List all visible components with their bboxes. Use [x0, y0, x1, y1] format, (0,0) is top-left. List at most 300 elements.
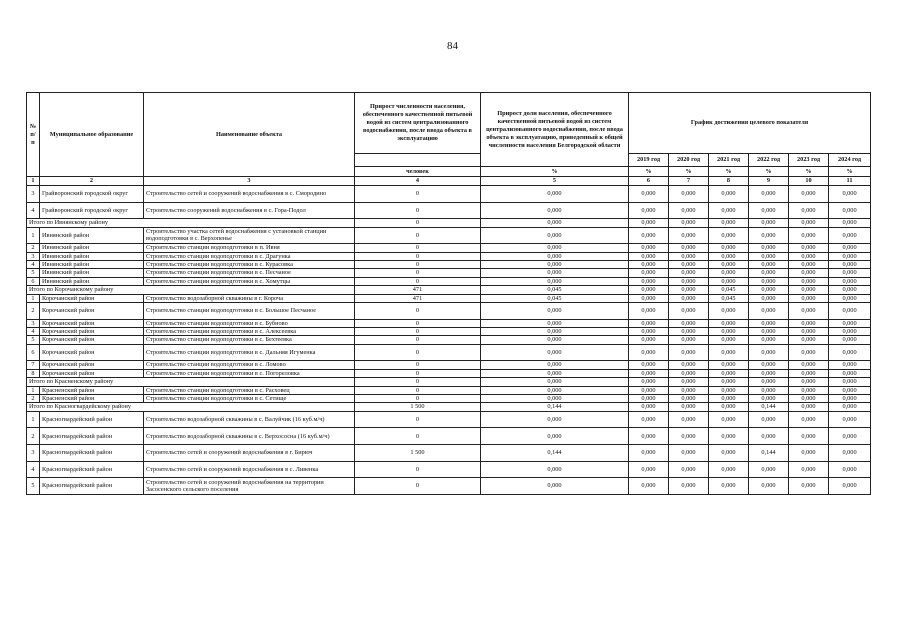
year-value-cell: 0,000 [789, 286, 829, 294]
year-value-cell: 0,000 [629, 244, 669, 252]
year-value-cell: 0,000 [829, 319, 871, 327]
object-name-cell: Строительство станции водоподготовки в с. Алексеевка [144, 328, 355, 336]
year-value-cell: 0,000 [669, 294, 709, 302]
row-number-cell: 4 [27, 202, 40, 219]
year-value-cell: 0,000 [629, 294, 669, 302]
year-value-cell: 0,000 [749, 244, 789, 252]
year-value-cell: 0,000 [789, 261, 829, 269]
year-value-cell: 0,000 [709, 428, 749, 445]
year-value-cell: 0,000 [829, 219, 871, 227]
year-value-cell: 0,000 [789, 328, 829, 336]
municipality-cell: Красногвардейский район [40, 411, 144, 428]
growth-share-cell: 0,000 [481, 386, 629, 394]
year-value-cell: 0,000 [629, 445, 669, 462]
growth-count-cell: 0 [355, 411, 481, 428]
year-value-cell: 0,000 [829, 428, 871, 445]
growth-share-cell: 0,000 [481, 461, 629, 478]
object-name-cell: Строительство водозаборной скважины в г. Короча [144, 294, 355, 302]
year-value-cell: 0,000 [629, 361, 669, 369]
row-number-cell: 1 [27, 227, 40, 244]
growth-count-cell: 0 [355, 219, 481, 227]
year-value-cell: 0,000 [669, 386, 709, 394]
year-value-cell: 0,000 [749, 286, 789, 294]
year-value-cell: 0,000 [749, 344, 789, 361]
municipality-cell: Ивнянский район [40, 261, 144, 269]
row-number-cell: 3 [27, 186, 40, 203]
year-value-cell: 0,000 [709, 319, 749, 327]
year-value-cell: 0,000 [669, 378, 709, 386]
municipality-cell: Грайворонский городской округ [40, 186, 144, 203]
row-number-cell: 3 [27, 319, 40, 327]
year-value-cell: 0,000 [749, 227, 789, 244]
year-value-cell: 0,000 [749, 478, 789, 495]
growth-share-cell: 0,000 [481, 244, 629, 252]
table-row [27, 461, 871, 478]
municipality-cell: Ивнянский район [40, 277, 144, 285]
header-year: 2021 год [709, 154, 749, 167]
object-name-cell: Строительство станции водоподготовки в с. Бехтеевка [144, 336, 355, 344]
object-name-cell: Строительство участка сетей водоснабжения с установкой станции водоподготовки в с. Верхопенье [144, 227, 355, 244]
municipality-cell: Ивнянский район [40, 227, 144, 244]
year-value-cell: 0,000 [749, 395, 789, 403]
year-value-cell: 0,000 [829, 411, 871, 428]
growth-count-cell: 0 [355, 395, 481, 403]
growth-count-cell: 0 [355, 303, 481, 320]
table-row [27, 252, 871, 260]
year-value-cell: 0,000 [749, 361, 789, 369]
year-value-cell: 0,000 [669, 403, 709, 411]
year-value-cell: 0,000 [749, 303, 789, 320]
growth-count-cell: 0 [355, 478, 481, 495]
object-name-cell: Строительство станции водоподготовки в с. Песчаное [144, 269, 355, 277]
year-value-cell: 0,000 [829, 303, 871, 320]
object-name-cell: Строительство станции водоподготовки в с. Дальняя Игуменка [144, 344, 355, 361]
year-value-cell: 0,000 [789, 227, 829, 244]
table-row [27, 269, 871, 277]
growth-count-cell: 0 [355, 328, 481, 336]
unit-pct: % [669, 167, 709, 177]
year-value-cell: 0,000 [629, 277, 669, 285]
table-row [27, 328, 871, 336]
table-row [27, 411, 871, 428]
year-value-cell: 0,000 [789, 428, 829, 445]
year-value-cell: 0,000 [669, 411, 709, 428]
header-growth-share: Прирост доли населения, обеспеченного качественной питьевой водой из систем централизованного водоснабжения, после ввода объекта в эксплуатацию, приведенный к общей численности населения Белгородской области [481, 93, 629, 167]
year-value-cell: 0,000 [829, 186, 871, 203]
year-value-cell: 0,000 [709, 252, 749, 260]
year-value-cell: 0,000 [709, 386, 749, 394]
year-value-cell: 0,000 [669, 445, 709, 462]
year-value-cell: 0,000 [709, 369, 749, 377]
unit-pct: % [829, 167, 871, 177]
growth-count-cell: 0 [355, 277, 481, 285]
table-row [27, 244, 871, 252]
row-number-cell: 4 [27, 328, 40, 336]
table-row [27, 361, 871, 369]
year-value-cell: 0,000 [709, 478, 749, 495]
year-value-cell: 0,000 [669, 319, 709, 327]
year-value-cell: 0,144 [749, 403, 789, 411]
col-number: 6 [629, 177, 669, 186]
year-value-cell: 0,000 [789, 303, 829, 320]
year-value-cell: 0,000 [789, 403, 829, 411]
growth-count-cell: 0 [355, 361, 481, 369]
table-row [27, 202, 871, 219]
row-number-cell: 4 [27, 461, 40, 478]
year-value-cell: 0,000 [709, 219, 749, 227]
col-number: 8 [709, 177, 749, 186]
table-row [27, 227, 871, 244]
year-value-cell: 0,000 [709, 344, 749, 361]
object-name-cell: Строительство водозаборной скважины в с. Валуйчик (16 куб.м/ч) [144, 411, 355, 428]
year-value-cell: 0,000 [789, 445, 829, 462]
growth-share-cell: 0,000 [481, 303, 629, 320]
year-value-cell: 0,000 [629, 303, 669, 320]
municipality-cell: Красногвардейский район [40, 461, 144, 478]
year-value-cell: 0,000 [669, 252, 709, 260]
municipality-cell: Красногвардейский район [40, 478, 144, 495]
row-number-cell: 6 [27, 344, 40, 361]
year-value-cell: 0,000 [829, 244, 871, 252]
header-num: № п/п [27, 93, 40, 177]
table-row [27, 395, 871, 403]
growth-share-cell: 0,000 [481, 261, 629, 269]
growth-count-cell: 0 [355, 252, 481, 260]
year-value-cell: 0,000 [709, 395, 749, 403]
object-name-cell: Строительство сооружений водоснабжения в с. Гора-Подол [144, 202, 355, 219]
year-value-cell: 0,000 [669, 428, 709, 445]
growth-share-cell: 0,144 [481, 403, 629, 411]
header-growth-count-spacer [355, 154, 481, 167]
growth-share-cell: 0,000 [481, 277, 629, 285]
year-value-cell: 0,000 [789, 369, 829, 377]
table-row [27, 386, 871, 394]
municipality-cell: Корочанский район [40, 344, 144, 361]
row-number-cell: 7 [27, 361, 40, 369]
total-label: Итого по Ивнянскому району [27, 219, 355, 227]
growth-count-cell: 0 [355, 269, 481, 277]
table-row [27, 261, 871, 269]
header-year: 2023 год [789, 154, 829, 167]
col-number: 9 [749, 177, 789, 186]
year-value-cell: 0,000 [709, 403, 749, 411]
object-name-cell: Строительство станции водоподготовки в с. Сетище [144, 395, 355, 403]
year-value-cell: 0,000 [669, 186, 709, 203]
growth-count-cell: 0 [355, 428, 481, 445]
year-value-cell: 0,000 [669, 303, 709, 320]
year-value-cell: 0,000 [749, 252, 789, 260]
object-name-cell: Строительство станции водоподготовки в п. Ивня [144, 244, 355, 252]
growth-share-cell: 0,000 [481, 369, 629, 377]
unit-pct: % [789, 167, 829, 177]
growth-count-cell: 0 [355, 227, 481, 244]
year-value-cell: 0,000 [669, 369, 709, 377]
year-value-cell: 0,000 [629, 478, 669, 495]
growth-share-cell: 0,000 [481, 395, 629, 403]
year-value-cell: 0,000 [669, 478, 709, 495]
year-value-cell: 0,000 [629, 219, 669, 227]
year-value-cell: 0,000 [669, 336, 709, 344]
municipality-cell: Корочанский район [40, 328, 144, 336]
year-value-cell: 0,000 [829, 386, 871, 394]
year-value-cell: 0,000 [749, 378, 789, 386]
year-value-cell: 0,000 [669, 461, 709, 478]
object-name-cell: Строительство сетей и сооружений водоснабжения на территории Засосенского сельского поселения [144, 478, 355, 495]
year-value-cell: 0,000 [789, 202, 829, 219]
row-number-cell: 1 [27, 294, 40, 302]
year-value-cell: 0,000 [669, 219, 709, 227]
year-value-cell: 0,000 [709, 227, 749, 244]
growth-count-cell: 0 [355, 336, 481, 344]
year-value-cell: 0,000 [669, 244, 709, 252]
year-value-cell: 0,000 [829, 227, 871, 244]
col-number: 7 [669, 177, 709, 186]
year-value-cell: 0,000 [789, 252, 829, 260]
object-name-cell: Строительство сетей и сооружений водоснабжения в г. Бирюч [144, 445, 355, 462]
municipality-cell: Красненский район [40, 395, 144, 403]
year-value-cell: 0,000 [629, 319, 669, 327]
table-row [27, 445, 871, 462]
row-number-cell: 5 [27, 269, 40, 277]
row-number-cell: 8 [27, 369, 40, 377]
year-value-cell: 0,000 [629, 411, 669, 428]
year-value-cell: 0,000 [789, 277, 829, 285]
year-value-cell: 0,000 [629, 186, 669, 203]
growth-share-cell: 0,000 [481, 219, 629, 227]
year-value-cell: 0,000 [789, 319, 829, 327]
growth-share-cell: 0,000 [481, 378, 629, 386]
year-value-cell: 0,000 [669, 344, 709, 361]
year-value-cell: 0,000 [749, 319, 789, 327]
municipality-cell: Грайворонский городской округ [40, 202, 144, 219]
row-number-cell: 1 [27, 386, 40, 394]
growth-count-cell: 0 [355, 461, 481, 478]
table-row [27, 344, 871, 361]
object-name-cell: Строительство станции водоподготовки в с. Большое Песчаное [144, 303, 355, 320]
municipality-cell: Красненский район [40, 386, 144, 394]
year-value-cell: 0,000 [669, 328, 709, 336]
year-value-cell: 0,000 [709, 261, 749, 269]
row-number-cell: 1 [27, 411, 40, 428]
year-value-cell: 0,000 [709, 328, 749, 336]
year-value-cell: 0,000 [789, 336, 829, 344]
year-value-cell: 0,000 [789, 344, 829, 361]
year-value-cell: 0,000 [749, 294, 789, 302]
object-name-cell: Строительство сетей и сооружений водоснабжения в с. Смородино [144, 186, 355, 203]
year-value-cell: 0,000 [669, 395, 709, 403]
header-year: 2020 год [669, 154, 709, 167]
year-value-cell: 0,000 [749, 428, 789, 445]
col-number: 1 [27, 177, 40, 186]
year-value-cell: 0,045 [709, 294, 749, 302]
year-value-cell: 0,000 [789, 386, 829, 394]
header-schedule: График достижения целевого показателя [629, 93, 871, 154]
year-value-cell: 0,000 [829, 286, 871, 294]
table-row [27, 294, 871, 302]
year-value-cell: 0,000 [629, 261, 669, 269]
municipality-cell: Корочанский район [40, 369, 144, 377]
year-value-cell: 0,000 [629, 328, 669, 336]
table-row [27, 336, 871, 344]
municipality-cell: Ивнянский район [40, 244, 144, 252]
year-value-cell: 0,000 [829, 478, 871, 495]
year-value-cell: 0,000 [749, 219, 789, 227]
year-value-cell: 0,000 [749, 186, 789, 203]
year-value-cell: 0,000 [789, 244, 829, 252]
year-value-cell: 0,000 [709, 445, 749, 462]
growth-share-cell: 0,000 [481, 252, 629, 260]
year-value-cell: 0,000 [629, 369, 669, 377]
object-name-cell: Строительство станции водоподготовки в с. Расховец [144, 386, 355, 394]
growth-count-cell: 471 [355, 286, 481, 294]
col-number: 5 [481, 177, 629, 186]
total-label: Итого по Красненскому району [27, 378, 355, 386]
year-value-cell: 0,000 [749, 202, 789, 219]
year-value-cell: 0,000 [749, 411, 789, 428]
growth-share-cell: 0,000 [481, 269, 629, 277]
growth-share-cell: 0,000 [481, 336, 629, 344]
year-value-cell: 0,000 [629, 378, 669, 386]
year-value-cell: 0,000 [629, 336, 669, 344]
column-number-row [27, 177, 871, 186]
growth-share-cell: 0,000 [481, 186, 629, 203]
year-value-cell: 0,000 [709, 336, 749, 344]
header-growth-count: Прирост численности населения, обеспеченного качественной питьевой водой из систем централизованного водоснабжения, после ввода объекта в эксплуатацию [355, 93, 481, 154]
growth-count-cell: 0 [355, 186, 481, 203]
municipality-cell: Ивнянский район [40, 252, 144, 260]
year-value-cell: 0,000 [829, 395, 871, 403]
year-value-cell: 0,000 [829, 361, 871, 369]
year-value-cell: 0,000 [789, 411, 829, 428]
year-value-cell: 0,000 [709, 303, 749, 320]
total-label: Итого по Корочанскому району [27, 286, 355, 294]
year-value-cell: 0,000 [749, 386, 789, 394]
year-value-cell: 0,000 [829, 252, 871, 260]
year-value-cell: 0,000 [629, 269, 669, 277]
growth-share-cell: 0,045 [481, 294, 629, 302]
municipality-cell: Красногвардейский район [40, 445, 144, 462]
year-value-cell: 0,000 [789, 461, 829, 478]
table-body [27, 186, 871, 495]
growth-count-cell: 0 [355, 202, 481, 219]
year-value-cell: 0,000 [709, 277, 749, 285]
year-value-cell: 0,000 [749, 336, 789, 344]
year-value-cell: 0,000 [789, 378, 829, 386]
page-number: 84 [447, 40, 458, 52]
header-municipality: Муниципальное образование [40, 93, 144, 177]
unit-pct: % [629, 167, 669, 177]
year-value-cell: 0,000 [709, 411, 749, 428]
municipality-cell: Корочанский район [40, 303, 144, 320]
year-value-cell: 0,000 [749, 269, 789, 277]
year-value-cell: 0,000 [669, 277, 709, 285]
year-value-cell: 0,000 [829, 294, 871, 302]
col-number: 11 [829, 177, 871, 186]
table-row [27, 369, 871, 377]
header-year: 2024 год [829, 154, 871, 167]
year-value-cell: 0,000 [829, 378, 871, 386]
col-number: 3 [144, 177, 355, 186]
object-name-cell: Строительство станции водоподготовки в с. Ломово [144, 361, 355, 369]
table-row [27, 303, 871, 320]
object-name-cell: Строительство станции водоподготовки в с. Хомутцы [144, 277, 355, 285]
object-name-cell: Строительство водозаборной скважины в с. Верхососна (16 куб.м/ч) [144, 428, 355, 445]
col-number: 2 [40, 177, 144, 186]
row-number-cell: 4 [27, 261, 40, 269]
growth-share-cell: 0,000 [481, 227, 629, 244]
growth-count-cell: 0 [355, 319, 481, 327]
unit-people: человек [355, 167, 481, 177]
year-value-cell: 0,000 [829, 344, 871, 361]
row-number-cell: 3 [27, 252, 40, 260]
object-name-cell: Строительство сетей и сооружений водоснабжения в с. Ливенка [144, 461, 355, 478]
object-name-cell: Строительство станции водоподготовки в с. Курасовка [144, 261, 355, 269]
year-value-cell: 0,000 [709, 361, 749, 369]
year-value-cell: 0,000 [669, 227, 709, 244]
growth-share-cell: 0,000 [481, 361, 629, 369]
growth-count-cell: 1 500 [355, 445, 481, 462]
municipality-cell: Корочанский район [40, 294, 144, 302]
row-number-cell: 2 [27, 395, 40, 403]
municipality-cell: Красногвардейский район [40, 428, 144, 445]
table-row [27, 319, 871, 327]
object-name-cell: Строительство станции водоподготовки в с. Драгунка [144, 252, 355, 260]
year-value-cell: 0,000 [789, 478, 829, 495]
growth-count-cell: 0 [355, 261, 481, 269]
year-value-cell: 0,000 [829, 269, 871, 277]
growth-share-cell: 0,000 [481, 202, 629, 219]
total-row [27, 286, 871, 294]
year-value-cell: 0,000 [669, 361, 709, 369]
row-number-cell: 6 [27, 277, 40, 285]
year-value-cell: 0,000 [829, 202, 871, 219]
year-value-cell: 0,000 [629, 252, 669, 260]
growth-count-cell: 0 [355, 386, 481, 394]
municipality-cell: Корочанский район [40, 319, 144, 327]
year-value-cell: 0,000 [629, 202, 669, 219]
year-value-cell: 0,000 [829, 336, 871, 344]
unit-pct: % [749, 167, 789, 177]
year-value-cell: 0,045 [709, 286, 749, 294]
municipality-cell: Корочанский район [40, 336, 144, 344]
year-value-cell: 0,000 [629, 395, 669, 403]
year-value-cell: 0,000 [669, 269, 709, 277]
table-row [27, 277, 871, 285]
year-value-cell: 0,000 [829, 328, 871, 336]
year-value-cell: 0,000 [829, 403, 871, 411]
unit-pct: % [709, 167, 749, 177]
row-number-cell: 5 [27, 336, 40, 344]
year-value-cell: 0,000 [629, 344, 669, 361]
year-value-cell: 0,000 [709, 186, 749, 203]
year-value-cell: 0,000 [829, 445, 871, 462]
growth-share-cell: 0,000 [481, 328, 629, 336]
year-value-cell: 0,000 [789, 269, 829, 277]
row-number-cell: 3 [27, 445, 40, 462]
year-value-cell: 0,000 [629, 286, 669, 294]
growth-share-cell: 0,000 [481, 478, 629, 495]
year-value-cell: 0,000 [669, 261, 709, 269]
object-name-cell: Строительство станции водоподготовки в с. Бубново [144, 319, 355, 327]
year-value-cell: 0,000 [669, 202, 709, 219]
header-year: 2022 год [749, 154, 789, 167]
year-value-cell: 0,000 [749, 261, 789, 269]
growth-share-cell: 0,000 [481, 319, 629, 327]
year-value-cell: 0,000 [709, 461, 749, 478]
total-row [27, 403, 871, 411]
table-row [27, 478, 871, 495]
growth-count-cell: 0 [355, 244, 481, 252]
